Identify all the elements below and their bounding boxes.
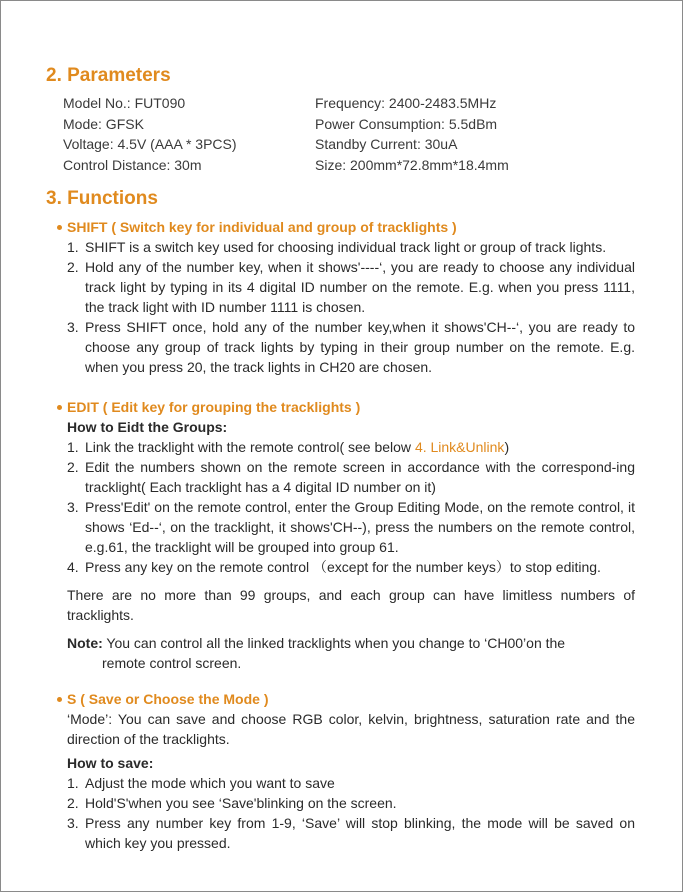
functions-heading: 3. Functions bbox=[46, 188, 158, 209]
link-unlink-reference[interactable]: 4. Link&Unlink bbox=[414, 439, 505, 455]
save-section-title: S ( Save or Choose the Mode ) bbox=[55, 689, 635, 709]
parameter-voltage: Voltage: 4.5V (AAA * 3PCS) bbox=[63, 136, 237, 152]
edit-section-title: EDIT ( Edit key for grouping the tracklights ) bbox=[55, 397, 635, 417]
parameter-frequency: Frequency: 2400-2483.5MHz bbox=[315, 95, 497, 111]
list-item: 1. Adjust the mode which you want to save bbox=[67, 775, 335, 791]
parameter-row bbox=[63, 155, 643, 176]
parameters-heading: 2. Parameters bbox=[46, 65, 171, 86]
bullet-icon bbox=[57, 697, 62, 702]
parameter-size: Size: 200mm*72.8mm*18.4mm bbox=[315, 156, 509, 173]
list-item: 2. Edit the numbers shown on the remote screen in accordance with the correspond-ing tracklight( Each tracklight has a 4 digital ID number on it) bbox=[67, 459, 635, 495]
bullet-icon bbox=[57, 225, 62, 230]
list-item: 3. Press any number key from 1-9, ‘Save’ will stop blinking, the mode will be saved on which key you pressed. bbox=[67, 815, 635, 851]
note-text: You can control all the linked tracklights when you change to ‘CH00’on the bbox=[106, 635, 566, 651]
note-label: Note: bbox=[67, 635, 103, 651]
parameter-distance: Control Distance: 30m bbox=[63, 156, 202, 173]
parameters-table bbox=[63, 93, 643, 175]
bullet-icon bbox=[57, 405, 62, 410]
edit-paragraph: There are no more than 99 groups, and each group can have limitless numbers of tracklights. bbox=[67, 587, 635, 623]
parameter-row bbox=[63, 114, 643, 135]
list-item: 1. Link the tracklight with the remote control( see below 4. Link&Unlink) bbox=[67, 439, 510, 455]
parameter-row bbox=[63, 93, 643, 114]
parameter-power: Power Consumption: 5.5dBm bbox=[315, 115, 498, 132]
list-item: 4. Press any key on the remote control （except for the number keys）to stop editing. bbox=[67, 559, 601, 575]
shift-list bbox=[55, 237, 635, 377]
parameter-standby: Standby Current: 30uA bbox=[315, 136, 458, 152]
list-item: 2. Hold any of the number key, when it shows'----‘, you are ready to choose any individual track light by typing in its 4 digital ID number on the remote. E.g. when you press 1111, the track light with ID number 1111 is chosen. bbox=[67, 259, 635, 315]
parameter-row bbox=[63, 134, 643, 155]
edit-list bbox=[55, 437, 635, 577]
parameter-mode: Mode: GFSK bbox=[63, 115, 144, 132]
list-item: 2. Hold'S'when you see ‘Save'blinking on the screen. bbox=[67, 795, 397, 811]
save-paragraph: ‘Mode’: You can save and choose RGB color, kelvin, brightness, saturation rate and the direction of the tracklights. bbox=[67, 711, 635, 747]
save-subheading: How to save: bbox=[67, 755, 154, 771]
list-item: 3. Press SHIFT once, hold any of the number key,when it shows'CH--‘, you are ready to choose any group of track lights by typing in their group number on the remote. E.g. when you press 20, the track lights in CH20 are chosen. bbox=[67, 319, 635, 375]
edit-note bbox=[55, 633, 635, 653]
edit-subheading: How to Eidt the Groups: bbox=[67, 419, 228, 435]
list-item: 3. Press'Edit' on the remote control, enter the Group Editing Mode, on the remote control, it shows ‘Ed--‘, on the tracklight, it shows'CH--), press the numbers on the remote control, e.g.61, the tracklight will be grouped into group 61. bbox=[67, 499, 635, 555]
save-list bbox=[55, 773, 635, 853]
shift-section-title: SHIFT ( Switch key for individual and group of tracklights ) bbox=[55, 217, 635, 237]
parameter-model: Model No.: FUT090 bbox=[63, 95, 186, 111]
functions-content bbox=[55, 217, 635, 853]
edit-note-continuation: remote control screen. bbox=[102, 655, 242, 671]
list-item: 1. SHIFT is a switch key used for choosing individual track light or group of track lights. bbox=[67, 239, 607, 255]
